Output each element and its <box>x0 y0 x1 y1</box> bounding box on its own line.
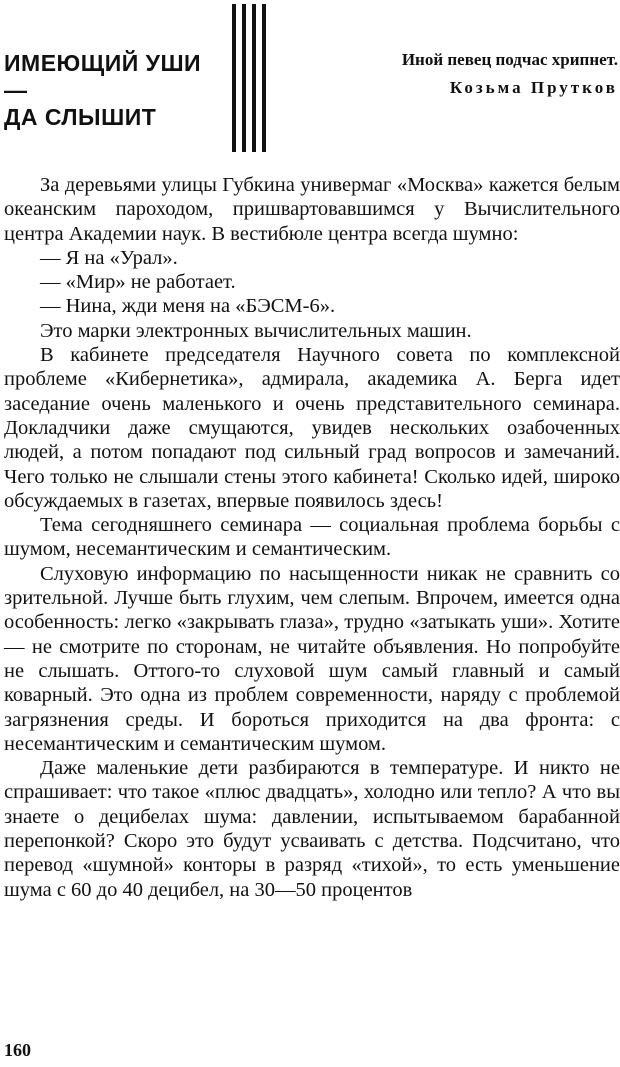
paragraph: В кабинете председателя Научного совета по комплексной проблеме «Кибернетика», адмирала, академика А. Берга идет заседание очень маленького и очень представительного семинара. Докладчики даже смущаются, увидев нескольких озабоченных людей, а потом попадают под сильный град вопросов и замечаний. Чего только не слышали стены этого кабинета! Сколько идей, широко обсуждаемых в газетах, впервые появилось здесь! <box>4 344 620 512</box>
epigraph <box>300 46 618 102</box>
paragraph: Даже маленькие дети разбираются в температуре. И никто не спрашивает: что такое «плюс двадцать», холодно или тепло? А что вы знаете о децибелах шума: давлении, испытываемом барабанной перепонкой? Скоро это будут усваивать с детства. Подсчитано, что перевод «шумной» конторы в разряд «тихой», то есть уменьшение шума с 60 до 40 децибел, на 30—50 процентов <box>4 757 620 901</box>
epigraph-author: Козьма Прутков <box>449 78 618 97</box>
dialogue-line: — «Мир» не работает. <box>40 271 236 294</box>
chapter-title <box>4 50 224 131</box>
decorative-bar <box>262 4 266 152</box>
chapter-title-line-2: ДА СЛЫШИТ <box>4 104 157 130</box>
dialogue-line: — Нина, жди меня на «БЭСМ-6». <box>40 295 336 318</box>
decorative-vertical-bars <box>230 4 270 152</box>
epigraph-quote: Иной певец подчас хрипнет. <box>401 50 618 69</box>
paragraph: Тема сегодняшнего семинара — социальная проблема борьбы с шумом, несемантическим и семантическим. <box>4 514 620 561</box>
dialogue-line: — Я на «Урал». <box>40 246 178 269</box>
chapter-title-line-1: ИМЕЮЩИЙ УШИ — <box>4 50 202 103</box>
decorative-bar <box>252 4 256 152</box>
paragraph: Это марки электронных вычислительных машин. <box>40 319 472 342</box>
paragraph: За деревьями улицы Губкина универмаг «Москва» кажется белым океанским пароходом, пришвартовавшимся у Вычислительного центра Академии наук. В вестибюле центра всегда шумно: <box>4 174 620 245</box>
body-text <box>0 173 620 902</box>
decorative-bar <box>242 4 246 152</box>
decorative-bar <box>232 4 236 152</box>
paragraph: Слуховую информацию по насыщенности никак не сравнить со зрительной. Лучше быть глухим, чем слепым. Впрочем, имеется одна особенность: легко «закрывать глаза», трудно «затыкать уши». Хотите — не смотрите по сторонам, не читайте объявления. Но попробуйте не слышать. Оттого-то слуховой шум самый главный и самый коварный. Это одна из проблем современности, наряду с проблемой загрязнения среды. И бороться приходится на два фронта: с несемантическим и семантическим шумом. <box>4 562 620 755</box>
page-number: 160 <box>4 1040 31 1060</box>
